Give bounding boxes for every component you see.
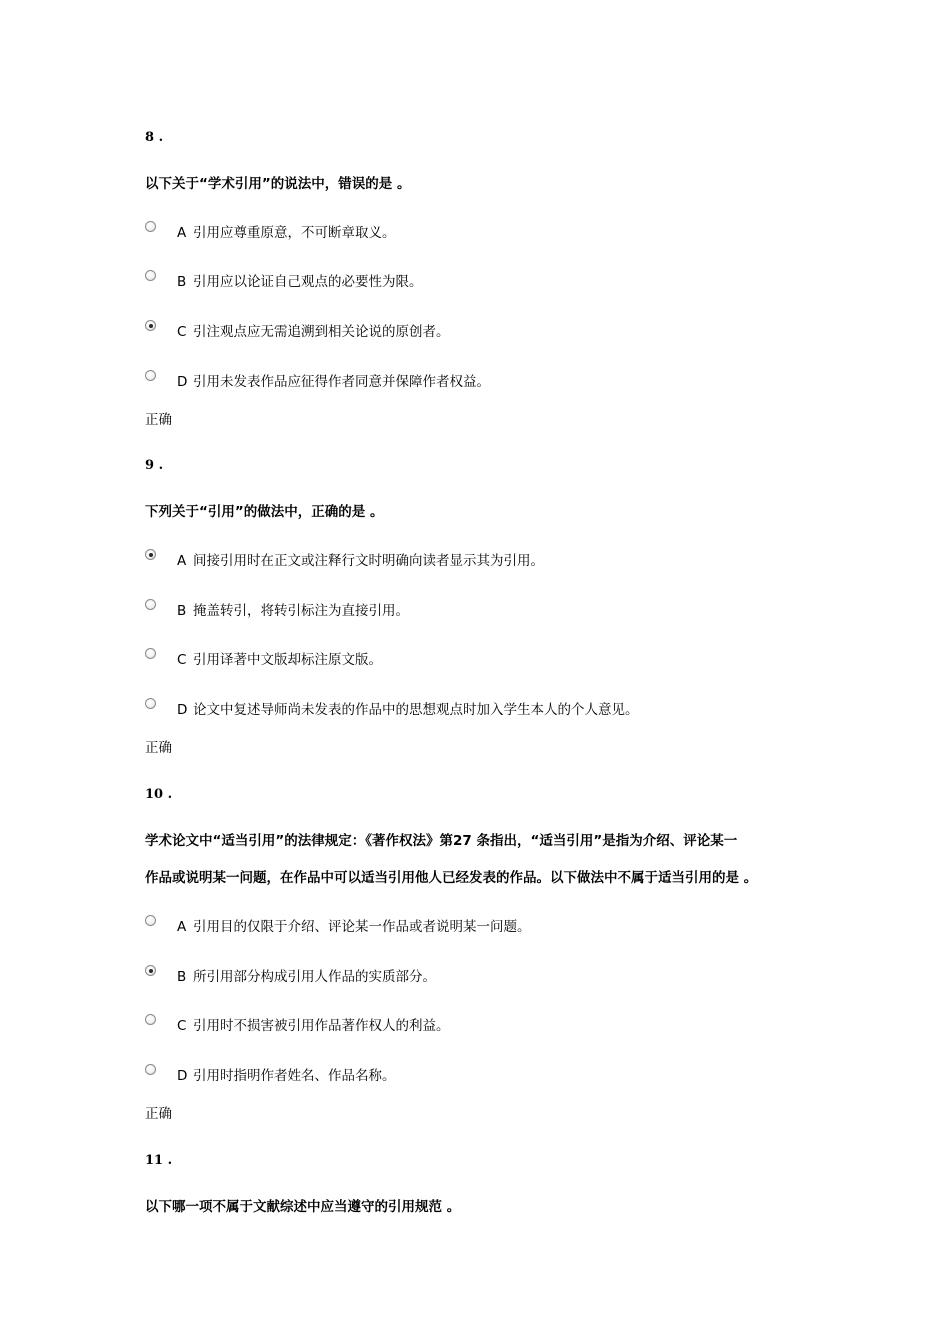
radio-button-selected-icon[interactable] (145, 320, 156, 331)
option-text: 所引用部分构成引用人作品的实质部分。 (193, 969, 436, 985)
question-number: 9 . (145, 458, 164, 473)
option-c[interactable] (145, 1014, 845, 1038)
option-letter: A (177, 225, 187, 241)
question-number: 10 . (145, 787, 173, 802)
option-letter: D (177, 374, 188, 390)
option-text: 引用时指明作者姓名、作品名称。 (193, 1068, 396, 1084)
question-stem: 以下关于“学术引用”的说法中，错误的是 。 (145, 176, 411, 192)
option-letter: B (177, 274, 187, 290)
option-text: 引注观点应无需追溯到相关论说的原创者。 (193, 324, 450, 340)
option-text: 引用应尊重原意，不可断章取义。 (193, 225, 396, 241)
option-d[interactable] (145, 698, 845, 722)
option-b[interactable] (145, 965, 845, 989)
radio-button-selected-icon[interactable] (145, 965, 156, 976)
question-stem-line-2: 作品或说明某一问题，在作品中可以适当引用他人已经发表的作品。以下做法中不属于适当引用的是 。 (145, 870, 758, 886)
option-letter: B (177, 603, 187, 619)
option-letter: C (177, 652, 187, 668)
option-letter: D (177, 1068, 188, 1084)
question-number: 11 . (145, 1153, 173, 1168)
option-c[interactable] (145, 648, 845, 672)
option-d[interactable] (145, 370, 845, 394)
option-d[interactable] (145, 1064, 845, 1088)
option-text: 引用应以论证自己观点的必要性为限。 (193, 274, 423, 290)
question-stem: 下列关于“引用”的做法中，正确的是 。 (145, 504, 384, 520)
option-letter: A (177, 919, 187, 935)
question-stem-line-1: 学术论文中“适当引用”的法律规定：《著作权法》第27 条指出，“适当引用”是指为介绍、评论某一 (145, 833, 738, 849)
option-letter: B (177, 969, 187, 985)
question-number: 8 . (145, 130, 164, 145)
radio-button-icon[interactable] (145, 648, 156, 659)
option-text: 引用未发表作品应征得作者同意并保障作者权益。 (193, 374, 490, 390)
option-a[interactable] (145, 549, 845, 573)
answer-result: 正确 (145, 1106, 172, 1122)
option-letter: A (177, 553, 187, 569)
option-a[interactable] (145, 221, 845, 245)
option-text: 掩盖转引，将转引标注为直接引用。 (193, 603, 409, 619)
radio-button-icon[interactable] (145, 270, 156, 281)
radio-button-icon[interactable] (145, 370, 156, 381)
option-text: 引用时不损害被引用作品著作权人的利益。 (193, 1018, 450, 1034)
radio-button-icon[interactable] (145, 1014, 156, 1025)
option-text: 引用目的仅限于介绍、评论某一作品或者说明某一问题。 (193, 919, 531, 935)
radio-button-icon[interactable] (145, 915, 156, 926)
answer-result: 正确 (145, 740, 172, 756)
radio-button-icon[interactable] (145, 221, 156, 232)
option-letter: C (177, 1018, 187, 1034)
question-stem: 以下哪一项不属于文献综述中应当遵守的引用规范 。 (145, 1199, 461, 1215)
radio-button-icon[interactable] (145, 599, 156, 610)
option-c[interactable] (145, 320, 845, 344)
radio-button-icon[interactable] (145, 698, 156, 709)
option-letter: D (177, 702, 188, 718)
radio-button-selected-icon[interactable] (145, 549, 156, 560)
option-b[interactable] (145, 599, 845, 623)
option-b[interactable] (145, 270, 845, 294)
radio-button-icon[interactable] (145, 1064, 156, 1075)
option-a[interactable] (145, 915, 845, 939)
option-text: 间接引用时在正文或注释行文时明确向读者显示其为引用。 (193, 553, 544, 569)
option-text: 论文中复述导师尚未发表的作品中的思想观点时加入学生本人的个人意见。 (193, 702, 639, 718)
option-text: 引用译著中文版却标注原文版。 (193, 652, 382, 668)
answer-result: 正确 (145, 412, 172, 428)
option-letter: C (177, 324, 187, 340)
